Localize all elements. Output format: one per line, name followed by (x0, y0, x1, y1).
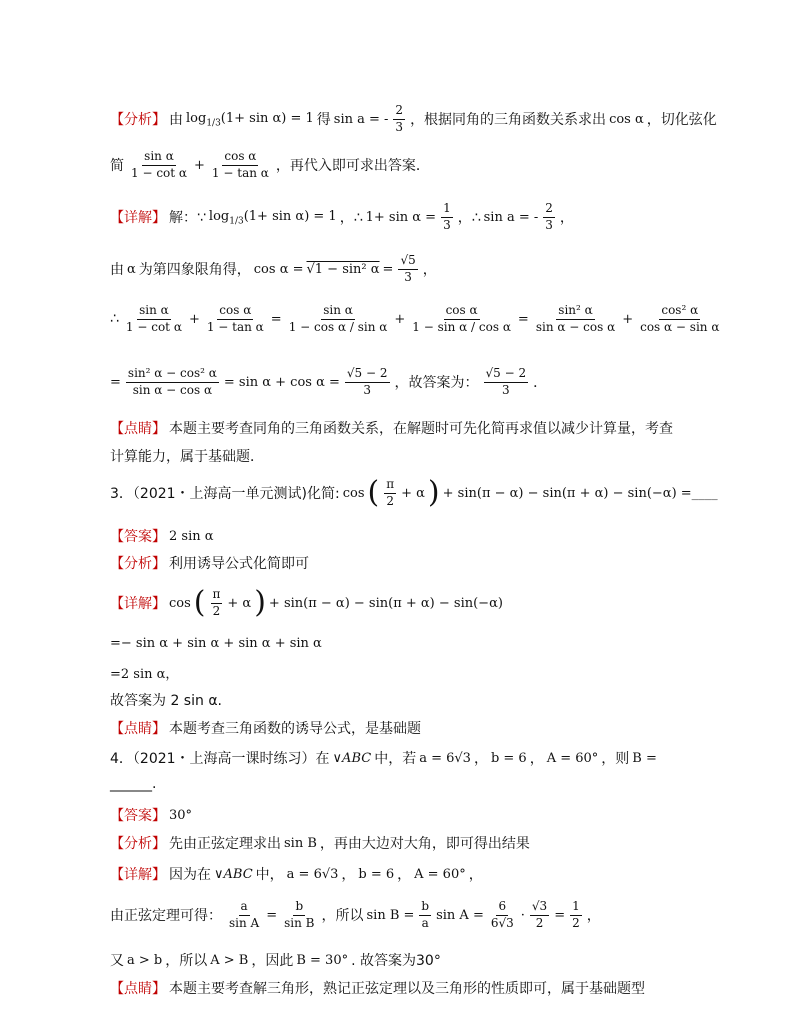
detail-line: 【详解】 因为在 ∨ABC 中， a = 6√3 ， b = 6 ， A = 60° ， (110, 864, 483, 884)
sqrt-expression: √1 − sin² α (306, 261, 380, 277)
detail-conclusion: 又 a > b ，所以 A > B ，因此 B = 30° . 故答案为30° (110, 952, 441, 969)
log-expression: $\log_{1/3}(1+ \sin \alpha) = 1$ (208, 208, 337, 227)
question-3: 3．（2021・上海高一单元测试)化简: cos ( $\frac{\pi}{2}$ + α ) + sin(π − α) − sin(π + α) − sin(−α) =____ (110, 475, 718, 511)
fraction: $\frac{√3}{2}$ (531, 899, 548, 930)
detail-step-3: 故答案为 2 sin α. (110, 693, 222, 709)
fraction: $\frac{a}{\text{sin A}}$ (229, 899, 260, 930)
detail-step-2: =2 sin α， (110, 667, 179, 682)
fraction: $\frac{2}{3}$ (395, 103, 404, 134)
fraction: $\frac{\text{cos α}}{\text{1 − tan α}}$ (211, 149, 269, 180)
compound-fraction: $\frac{\text{cos α}}{\text{1 − sin α / cos α}}$ (412, 303, 511, 334)
comment-line: 【点睛】 本题主要考查解三角形，熟记正弦定理以及三角形的性质即可，属于基础题型 (110, 978, 645, 998)
question-4-blank: ______. (110, 776, 157, 792)
log-expression: $\log_{1/3}(1+ \sin \alpha) = 1$ (186, 110, 314, 129)
comment-line-1: 【点睛】 本题主要考查同角的三角函数关系，在解题时可先化简再求值以减少计算量，考查 (110, 418, 673, 438)
fraction: $\frac{\text{cos² α}}{\text{cos α − sin α}}$ (640, 303, 720, 334)
analysis-line-1: 【分析】 由 $\log_{1/3}(1+ \sin \alpha) = 1$ 得 sin a = - $\frac{2}{3}$ ，根据同角的三角函数关系求出 cos α ，切化弦化 (110, 103, 717, 134)
answer-tag: 【答案】 (110, 808, 166, 824)
comment-tag: 【点睛】 (110, 721, 166, 737)
comment-line-2: 计算能力，属于基础题． (110, 449, 264, 465)
fraction: $\frac{√5}{3}$ (400, 253, 416, 284)
fraction: $\frac{1}{3}$ (443, 201, 451, 232)
fraction: $\frac{\pi}{2}$ (212, 587, 221, 618)
detail-sine-law: 由正弦定理可得： $\frac{a}{\text{sin A}}$ = $\frac{b}{\text{sin B}}$ ，所以 sin B = $\frac{b}{a}$ sin A = $\frac{6}{6√3}$ · $\frac{√3}{2}$ = $\frac{1}{2}$ ， (110, 899, 601, 930)
fraction: $\frac{\text{sin² α}}{\text{sin α − cos α}}$ (535, 303, 616, 334)
detail-tag: 【详解】 (110, 596, 166, 613)
detail-line-2: 由 α 为第四象限角得， cos α = √1 − sin² α = $\frac{√5}{3}$ ， (110, 253, 437, 284)
answer-line: 【答案】 30° (110, 805, 192, 825)
analysis-tag: 【分析】 (110, 556, 166, 572)
compound-fraction: $\frac{\text{sin α}}{\text{1 − cos α / sin α}}$ (288, 303, 388, 334)
fraction: $\frac{1}{2}$ (572, 899, 580, 930)
fraction: $\frac{2}{3}$ (545, 201, 553, 232)
fraction: $\frac{b}{a}$ (421, 899, 430, 930)
detail-line-1: 【详解】 解：∵ $\log_{1/3}(1+ \sin \alpha) = 1$ ，∴ 1+ sin α = $\frac{1}{3}$ ，∴ sin a = - $\frac{2}{3}$ ， (110, 201, 574, 232)
fraction: $\frac{√5 - 2}{3}$ (485, 366, 527, 397)
comment-line: 【点睛】 本题考查三角函数的诱导公式，是基础题 (110, 718, 421, 738)
detail-step-1: =− sin α + sin α + sin α + sin α (110, 636, 322, 651)
fraction: $\frac{\text{sin α}}{\text{1 − cot α}}$ (131, 149, 188, 180)
detail-line: 【详解】 cos ( $\frac{\pi}{2}$ + α ) + sin(π − α) − sin(π + α) − sin(−α) (110, 585, 503, 621)
analysis-tag: 【分析】 (110, 836, 166, 852)
comment-tag: 【点睛】 (110, 421, 166, 437)
detail-line-4: = $\frac{\text{sin² α − cos² α}}{\text{sin α − cos α}}$ = sin α + cos α = $\frac{√5 - 2}{3}$ ，故答案为： $\frac{√5 - 2}{3}$ ． (110, 366, 548, 397)
fraction: $\frac{b}{\text{sin B}}$ (284, 899, 315, 930)
analysis-line-2: 简 $\frac{\text{sin α}}{\text{1 − cot α}}$ + $\frac{\text{cos α}}{\text{1 − tan α}}$ ，再代入即可求出答案． (110, 149, 430, 180)
detail-line-3: ∴ $\frac{\text{sin α}}{\text{1 − cot α}}$ + $\frac{\text{cos α}}{\text{1 − tan α}}$ = $\frac{\text{sin α}}{\text{1 − cos α / sin α}}$ + $\frac{\text{cos α}}{\text{1 − sin α / cos α}}$ = $\frac{\text{sin² α}}{\text{sin α − cos α}}$ + $\frac{\text{cos² α}}{\text{cos α − sin α}}$ (110, 303, 720, 334)
answer-tag: 【答案】 (110, 529, 166, 545)
fraction: $\frac{\text{sin α}}{\text{1 − cot α}}$ (125, 303, 182, 334)
comment-tag: 【点睛】 (110, 981, 166, 997)
detail-tag: 【详解】 (110, 210, 166, 227)
fraction: $\frac{6}{6√3}$ (490, 899, 514, 930)
fraction: $\frac{\text{sin² α − cos² α}}{\text{sin α − cos α}}$ (127, 366, 217, 397)
fraction: $\frac{\pi}{2}$ (386, 477, 395, 508)
fraction: $\frac{\text{cos α}}{\text{1 − tan α}}$ (206, 303, 264, 334)
analysis-line: 【分析】 利用诱导公式化简即可 (110, 553, 309, 573)
answer-line: 【答案】 2 sin α (110, 526, 214, 546)
analysis-tag: 【分析】 (110, 112, 166, 129)
question-4: 4．（2021・上海高一课时练习）在 ∨ABC 中，若 a = 6√3 ， b = 6 ， A = 60° ，则 B = (110, 750, 657, 767)
detail-tag: 【详解】 (110, 867, 166, 883)
fraction: $\frac{√5 - 2}{3}$ (346, 366, 388, 397)
analysis-line: 【分析】 先由正弦定理求出 sin B ，再由大边对大角，即可得出结果 (110, 833, 530, 853)
